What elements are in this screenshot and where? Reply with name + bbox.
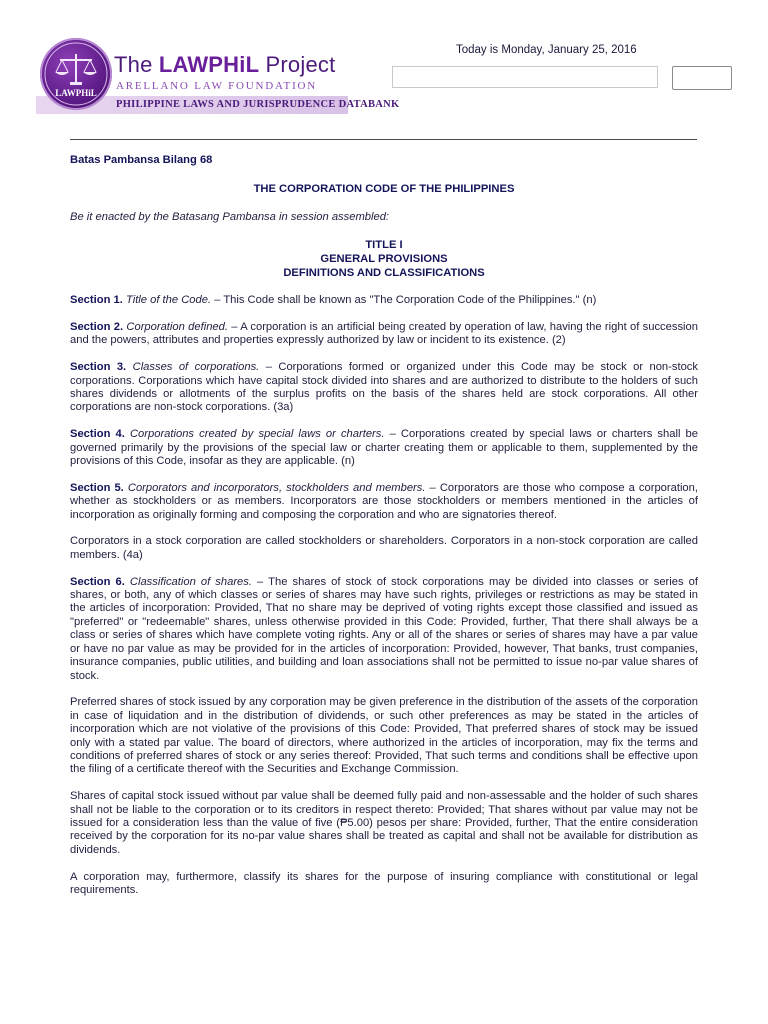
section-text: – Corporations created by special laws or charters shall be governed primarily by the provisions of the special law or charter creating them or applicable to them, supplemented by the provisions of this Code, insofar as they are applicable. (n)	[70, 428, 698, 468]
section-title: Classification of shares.	[129, 575, 252, 588]
section-5	[70, 482, 698, 522]
section-label: Section 4.	[70, 428, 125, 441]
section-text: – The shares of stock of stock corporations may be divided into classes or series of shares, or both, any of which classes or series of shares may have such rights, privileges or restrictions as may be stated in the articles of incorporation: Provided, That no share may be deprived of voting rights except those classified and issued as "preferred" or "redeemable" shares, unless otherwise provided in this Code: Provided, further, That there shall always be a class or series of shares which have complete voting rights. Any or all of the shares or series of shares may have a par value or have no par value as may be provided for in the articles of incorporation: Provided, however, That banks, trust companies, insurance companies, public utilities, and building and loan associations shall not be permitted to issue no-par value shares of stock.	[70, 575, 698, 682]
scales-of-justice-seal-icon	[40, 38, 112, 110]
title-line: DEFINITIONS AND CLASSIFICATIONS	[283, 267, 485, 280]
section-text: – A corporation is an artificial being created by operation of law, having the right of succession and the powers, attributes and properties expressly authorized by law or incident to its existence. (2)	[70, 321, 698, 347]
current-date: Today is Monday, January 25, 2016	[456, 44, 637, 56]
logo-tagline: PHILIPPINE LAWS AND JURISPRUDENCE DATABANK	[116, 99, 400, 110]
section-title: Title of the Code.	[125, 294, 212, 307]
section-label: Section 6.	[70, 575, 125, 588]
title-line: GENERAL PROVISIONS	[320, 253, 448, 266]
logo-title	[114, 52, 335, 78]
title-line: TITLE I	[365, 239, 403, 252]
section-6-compliance: A corporation may, furthermore, classify its shares for the purpose of insuring compliance with constitutional or legal requirements.	[70, 870, 698, 896]
section-label: Section 3.	[70, 361, 127, 374]
logo-title-brand: LAWPHiL	[158, 52, 260, 77]
logo-subtitle: ARELLANO LAW FOUNDATION	[116, 80, 318, 92]
section-text: – Corporators are those who compose a corporation, whether as stockholders or as members. Incorporators are those stockholders or members mentioned in the articles of incorporation as originally forming and composing the corporation and who are signatories thereof.	[70, 481, 698, 521]
search-input[interactable]	[392, 66, 658, 88]
title-heading	[70, 238, 698, 280]
logo-title-suffix: Project	[259, 52, 336, 77]
section-title: Corporations created by special laws or charters.	[129, 428, 385, 441]
section-3	[70, 361, 698, 415]
section-text: – This Code shall be known as "The Corporation Code of the Philippines." (n)	[211, 294, 597, 307]
section-2	[70, 321, 698, 348]
seal-text: LAWPHiL	[55, 88, 97, 98]
section-title: Corporators and incorporators, stockholders and members.	[127, 481, 426, 494]
law-number: Batas Pambansa Bilang 68	[70, 154, 213, 166]
enacting-clause: Be it enacted by the Batasang Pambansa in session assembled:	[70, 210, 390, 223]
section-6	[70, 576, 698, 683]
header-divider	[70, 139, 697, 140]
section-title: Classes of corporations.	[132, 361, 260, 374]
section-1	[70, 294, 698, 307]
section-6-no-par-shares: Shares of capital stock issued without par value shall be deemed fully paid and non-assessable and the holder of such shares shall not be liable to the corporation or to its creditors in respect thereto: Provided; That shares without par value may not be issued for a consideration less than the value of five (₱5.00) pesos per share: Provided, further, That the entire consideration received by the corporation for its no-par value shares shall be treated as capital and shall not be available for distribution as dividends.	[70, 790, 698, 856]
document-body	[70, 154, 698, 911]
section-5-continued: Corporators in a stock corporation are called stockholders or shareholders. Corporators in a non-stock corporation are called members. (4a)	[70, 535, 698, 561]
code-title: THE CORPORATION CODE OF THE PHILIPPINES	[253, 183, 515, 196]
lawphil-logo[interactable]	[36, 38, 400, 116]
section-title: Corporation defined.	[126, 321, 228, 334]
section-text: – Corporations formed or organized under this Code may be stock or non-stock corporations. Corporations which have capital stock divided into shares and are authorized to distribute to the holders of such shares dividends or allotments of the surplus profits on the basis of the shares held are stock corporations. All other corporations are non-stock corporations. (3a)	[70, 361, 698, 414]
search-button[interactable]	[672, 66, 732, 90]
section-4	[70, 428, 698, 468]
section-label: Section 5.	[70, 481, 124, 494]
section-label: Section 1.	[70, 294, 123, 307]
section-label: Section 2.	[70, 321, 124, 334]
section-6-preferred-shares: Preferred shares of stock issued by any corporation may be given preference in the distribution of the assets of the corporation in case of liquidation and in the distribution of dividends, or such other preferences as may be stated in the articles of incorporation which are not violative of the provisions of this Code: Provided, That preferred shares of stock may be issued only with a stated par value. The board of directors, where authorized in the articles of incorporation, may fix the terms and conditions of preferred shares of stock or any series thereof: Provided, That such terms and conditions shall be effective upon the filing of a certificate thereof with the Securities and Exchange Commission.	[70, 696, 698, 776]
logo-title-prefix: The	[114, 52, 159, 77]
